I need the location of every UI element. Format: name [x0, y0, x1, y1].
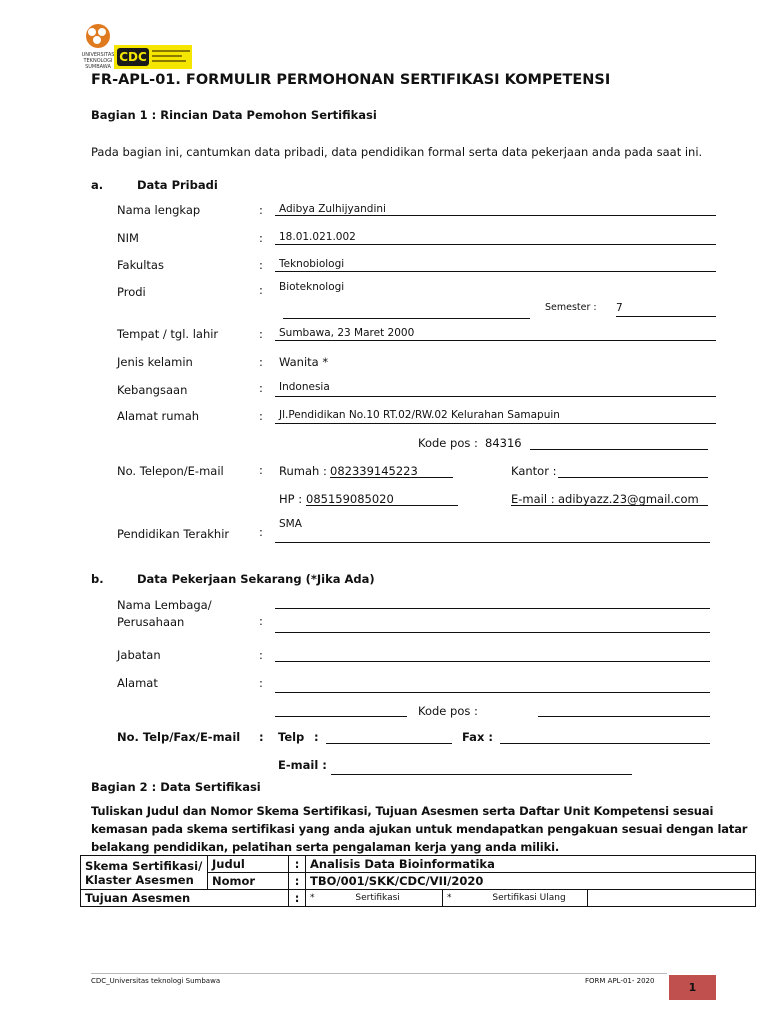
colon: : — [259, 525, 263, 539]
jk-label: Jenis kelamin — [117, 355, 193, 369]
nim-label: NIM — [117, 231, 139, 245]
svg-text:UNIVERSITAS: UNIVERSITAS — [81, 52, 115, 58]
kebangsaan-label: Kebangsaan — [117, 383, 188, 397]
alamat-value[interactable]: Jl.Pendidikan No.10 RT.02/RW.02 Kelurahan Samapuin — [279, 409, 560, 421]
option-sertifikasi-ulang-label: Sertifikasi Ulang — [492, 893, 566, 903]
telp-kerja-label: No. Telp/Fax/E-mail — [117, 730, 241, 744]
pendidikan-value[interactable]: SMA — [279, 518, 302, 530]
tujuan-label: Tujuan Asesmen — [81, 890, 289, 907]
nama-label: Nama lengkap — [117, 203, 201, 217]
svg-text:SUMBAWA: SUMBAWA — [85, 64, 111, 70]
colon: : — [289, 890, 306, 907]
subsection-b-title: Data Pekerjaan Sekarang (*Jika Ada) — [137, 572, 375, 586]
semester-label: Semester : — [545, 302, 597, 313]
email-underline — [511, 505, 708, 506]
empty-cell — [588, 890, 756, 907]
nama-lembaga-label-1: Nama Lembaga/ — [117, 598, 212, 612]
fakultas-underline — [275, 271, 716, 272]
page-number-badge: 1 — [669, 975, 716, 1000]
subsection-a-label: a. — [91, 178, 104, 192]
ttl-value[interactable]: Sumbawa, 23 Maret 2000 — [279, 327, 415, 339]
colon: : — [259, 327, 263, 341]
footer-right: FORM APL-01- 2020 — [585, 977, 655, 985]
alamat-underline — [275, 423, 716, 424]
colon: : — [259, 258, 263, 272]
fakultas-value[interactable]: Teknobiologi — [279, 258, 345, 270]
pendidikan-underline — [275, 542, 710, 543]
ttl-underline — [275, 340, 716, 341]
colon: : — [259, 355, 263, 369]
option-sertifikasi[interactable] — [306, 890, 443, 907]
pendidikan-label: Pendidikan Terakhir — [117, 527, 230, 541]
nim-underline — [275, 244, 716, 245]
hp-label: HP : — [279, 492, 303, 506]
email-kerja-underline[interactable] — [331, 774, 632, 775]
prodi-underline — [283, 318, 530, 319]
colon: : — [259, 231, 263, 245]
prodi-label: Prodi — [117, 285, 146, 299]
rumah-underline — [330, 477, 453, 478]
colon: : — [259, 730, 264, 744]
prodi-value[interactable]: Bioteknologi — [279, 281, 345, 293]
nama-lembaga-underline-1[interactable] — [275, 608, 710, 609]
colon: : — [259, 676, 263, 690]
colon: : — [259, 614, 263, 628]
bullet: * — [447, 893, 452, 903]
section-2-para-2: kemasan pada skema sertifikasi yang anda ajukan untuk mendapatkan pengakuan sesuai dengan latar — [91, 822, 748, 836]
colon: : — [259, 463, 263, 477]
option-sertifikasi-ulang[interactable] — [443, 890, 588, 907]
telp-label: No. Telepon/E-mail — [117, 464, 224, 478]
colon: : — [259, 283, 263, 297]
kebangsaan-underline — [275, 396, 716, 397]
colon: : — [289, 856, 306, 873]
subsection-a-title: Data Pribadi — [137, 178, 218, 192]
certification-table — [80, 855, 756, 907]
fax-kerja-sub: Fax : — [462, 730, 493, 744]
judul-value[interactable]: Analisis Data Bioinformatika — [306, 856, 756, 873]
footer-left: CDC_Universitas teknologi Sumbawa — [91, 977, 221, 985]
subsection-b-label: b. — [91, 572, 104, 586]
email-label: E-mail : — [511, 492, 555, 506]
nama-lembaga-label-2: Perusahaan — [117, 615, 185, 629]
alamat-kerja-label: Alamat — [117, 676, 158, 690]
skema-label-1: Skema Sertifikasi/ — [85, 858, 203, 873]
ttl-label: Tempat / tgl. lahir — [117, 327, 219, 341]
kantor-underline — [558, 477, 708, 478]
judul-label: Judul — [208, 856, 289, 873]
nomor-label: Nomor — [208, 873, 289, 890]
footer-rule — [91, 973, 667, 974]
cdc-logo — [114, 45, 192, 69]
cdc-logo-text: CDC — [117, 48, 149, 66]
nama-underline — [275, 215, 716, 216]
semester-value[interactable]: 7 — [616, 302, 623, 314]
nim-value[interactable]: 18.01.021.002 — [279, 231, 356, 243]
skema-label-2: Klaster Asesmen — [85, 872, 194, 887]
section-2-heading: Bagian 2 : Data Sertifikasi — [91, 780, 261, 794]
section-2-para-3: belakang pendidikan, pelatihan serta pengalaman kerja yang anda miliki. — [91, 840, 560, 854]
semester-underline — [616, 316, 716, 317]
bullet: * — [310, 893, 315, 903]
jabatan-label: Jabatan — [117, 648, 161, 662]
nama-value[interactable]: Adibya Zulhijyandini — [279, 203, 386, 215]
kodepos-kerja-label: Kode pos : — [418, 704, 478, 718]
rumah-value[interactable]: 082339145223 — [330, 464, 418, 478]
fakultas-label: Fakultas — [117, 258, 164, 272]
nomor-value[interactable]: TBO/001/SKK/CDC/VII/2020 — [306, 873, 756, 890]
jabatan-underline[interactable] — [275, 661, 710, 662]
kantor-label: Kantor : — [511, 464, 557, 478]
section-1-heading: Bagian 1 : Rincian Data Pemohon Sertifikasi — [91, 108, 377, 122]
skema-cell — [81, 856, 208, 890]
alamat-kerja-underline-2[interactable] — [275, 716, 407, 717]
colon: : — [259, 648, 263, 662]
svg-text:TEKNOLOGI: TEKNOLOGI — [83, 58, 113, 64]
rumah-label: Rumah : — [279, 464, 327, 478]
email-value[interactable]: adibyazz.23@gmail.com — [558, 492, 699, 506]
section-1-intro: Pada bagian ini, cantumkan data pribadi, data pendidikan formal serta data pekerjaan anda pada saat ini. — [91, 145, 703, 159]
colon: : — [259, 409, 263, 423]
alamat-label: Alamat rumah — [117, 409, 200, 423]
telp-kerja-underline[interactable] — [326, 743, 452, 744]
hp-underline — [306, 505, 458, 506]
option-sertifikasi-label: Sertifikasi — [355, 893, 400, 903]
colon: : — [259, 381, 263, 395]
fax-kerja-underline[interactable] — [500, 743, 710, 744]
email-kerja-sub: E-mail : — [278, 758, 327, 772]
telp-kerja-sub: Telp — [278, 730, 305, 744]
kodepos-label: Kode pos : — [418, 436, 478, 450]
nama-lembaga-underline-2[interactable] — [275, 632, 710, 633]
kodepos-underline — [530, 449, 708, 450]
alamat-kerja-underline[interactable] — [275, 692, 710, 693]
kodepos-value[interactable]: 84316 — [485, 436, 522, 450]
jk-value[interactable]: Wanita * — [279, 355, 329, 369]
colon: : — [259, 203, 263, 217]
kebangsaan-value[interactable]: Indonesia — [279, 381, 330, 393]
hp-value[interactable]: 085159085020 — [306, 492, 394, 506]
section-2-para-1: Tuliskan Judul dan Nomor Skema Sertifikasi, Tujuan Asesmen serta Daftar Unit Kompetensi sesuai — [91, 804, 714, 818]
kodepos-kerja-underline[interactable] — [538, 716, 710, 717]
colon: : — [314, 730, 319, 744]
colon: : — [289, 873, 306, 890]
form-title: FR-APL-01. FORMULIR PERMOHONAN SERTIFIKASI KOMPETENSI — [91, 72, 611, 88]
